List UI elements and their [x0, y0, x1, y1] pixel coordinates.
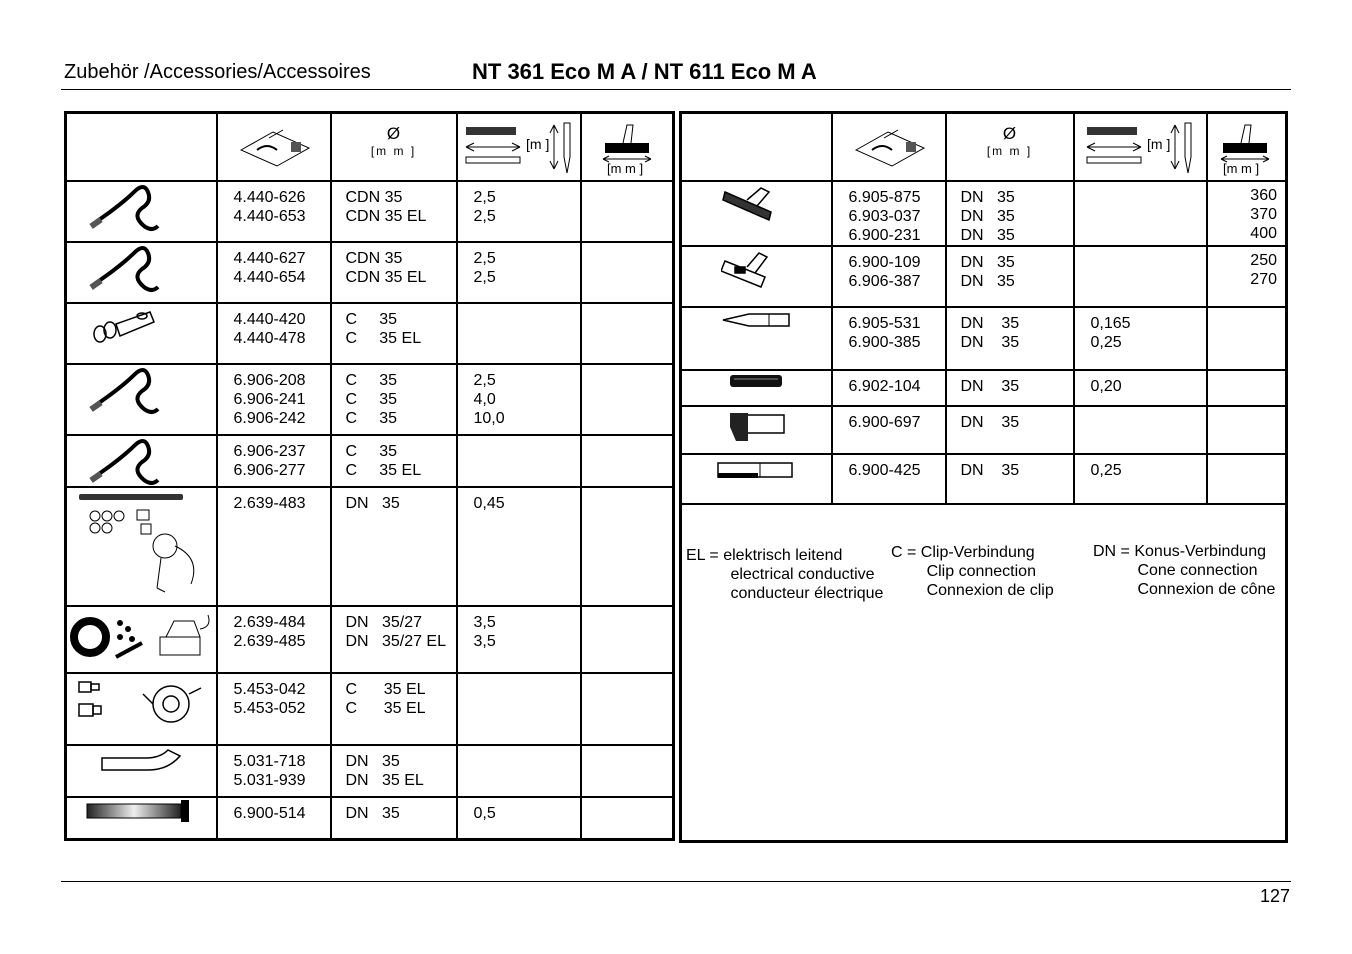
- part-number: 4.440-626 4.440-653: [233, 189, 306, 225]
- table-header-row: [66, 113, 674, 182]
- rubber-nozzle-icon: [682, 407, 831, 447]
- hose-icon: [67, 182, 216, 232]
- table-row: [66, 435, 674, 487]
- width: [582, 182, 673, 186]
- wet-nozzle-icon: [682, 247, 831, 293]
- part-number: 6.902-104: [848, 378, 921, 395]
- part-number: 6.906-237 6.906-277: [233, 443, 306, 479]
- table-row: [681, 370, 1287, 406]
- connection-diameter: DN 35: [345, 805, 400, 822]
- diameter-column-header: Ø [m m ]: [370, 124, 417, 158]
- hose-icon: [67, 243, 216, 293]
- right-accessories-table: [679, 111, 1288, 843]
- connection-diameter: C 35 EL C 35 EL: [345, 681, 426, 717]
- connection-diameter: DN 35 DN 35: [960, 254, 1015, 290]
- connection-diameter: DN 35 DN 35: [960, 315, 1020, 351]
- width: 360 370 400: [1250, 187, 1277, 242]
- table-row: [66, 487, 674, 606]
- width: [582, 304, 673, 308]
- adapter-icon: [67, 304, 216, 350]
- upholstery-nozzle-icon: [682, 455, 831, 485]
- connection-diameter: CDN 35 CDN 35 EL: [345, 250, 427, 286]
- part-number-icon: [833, 114, 945, 180]
- part-number: 6.900-514: [233, 805, 306, 822]
- table-row: [66, 606, 674, 673]
- length: [458, 674, 580, 680]
- legend-el: EL = elektrisch leitend electrical conductive conducteur électrique: [686, 547, 884, 602]
- part-number: 4.440-627 4.440-654: [233, 250, 306, 286]
- length: 0,45: [473, 495, 505, 512]
- length: 0,25: [1090, 462, 1122, 479]
- header-rule: [61, 89, 1291, 90]
- width-column-icon: [582, 114, 673, 180]
- table-row: [66, 797, 674, 839]
- part-number: 2.639-483: [233, 495, 306, 512]
- length: [458, 436, 580, 442]
- connection-diameter: C 35 C 35 C 35: [345, 372, 398, 427]
- length-column-icon: [1075, 114, 1206, 180]
- left-accessories-table: [64, 111, 675, 841]
- length: 3,5 3,5: [473, 614, 496, 650]
- hose-icon: [67, 436, 216, 486]
- length: 0,5: [473, 805, 496, 822]
- connection-diameter: DN 35: [960, 414, 1020, 431]
- part-number: 5.453-042 5.453-052: [233, 681, 306, 717]
- width: [1208, 455, 1286, 459]
- part-number-icon: [218, 114, 330, 180]
- length: 0,165 0,25: [1090, 315, 1131, 351]
- table-row: [681, 454, 1287, 504]
- part-number: 6.900-697: [848, 414, 921, 431]
- extension-tube-icon: [682, 371, 831, 391]
- connection-diameter: DN 35 DN 35 EL: [345, 753, 424, 789]
- sander-kit-icon: [67, 607, 216, 665]
- svg-text:[m ]: [m ]: [525, 136, 549, 152]
- table-row: [66, 303, 674, 364]
- length: [1075, 182, 1206, 188]
- table-row: [66, 242, 674, 303]
- length: [1075, 407, 1206, 413]
- width: [582, 746, 673, 750]
- length: 0,20: [1090, 378, 1122, 395]
- connection-diameter: C 35 C 35 EL: [345, 311, 422, 347]
- table-row: [66, 181, 674, 242]
- width: [582, 798, 673, 802]
- legend-dn: DN = Konus-Verbindung Cone connection Connexion de cône: [1093, 543, 1276, 598]
- page-number: 127: [1259, 886, 1290, 906]
- footer-rule: [61, 881, 1291, 882]
- connection-diameter: DN 35: [345, 495, 400, 512]
- connection-diameter: DN 35 DN 35 DN 35: [960, 189, 1015, 244]
- length-column-icon: [458, 114, 580, 180]
- width: [582, 436, 673, 440]
- width: [582, 607, 673, 611]
- hose-icon: [67, 365, 216, 415]
- crevice-nozzle-icon: [682, 308, 831, 330]
- length: 2,5 4,0 10,0: [473, 372, 505, 427]
- part-number: 6.900-425: [848, 462, 921, 479]
- table-row: [66, 745, 674, 797]
- svg-text:[m ]: [m ]: [1147, 136, 1171, 152]
- header-section-label: Zubehör /Accessories/Accessoires: [64, 61, 371, 83]
- suction-tube-icon: [67, 798, 216, 824]
- svg-text:[m m ]: [m m ]: [606, 161, 643, 176]
- width: [1208, 371, 1286, 375]
- width-column-icon: [1208, 114, 1286, 180]
- floor-nozzle-icon: [682, 182, 831, 228]
- table-row: [66, 673, 674, 745]
- table-row: [66, 364, 674, 435]
- diameter-column-header: Ø [m m ]: [986, 124, 1033, 158]
- length: 2,5 2,5: [473, 189, 496, 225]
- connection-diameter: CDN 35 CDN 35 EL: [345, 189, 427, 225]
- width: [582, 488, 673, 492]
- length: [458, 304, 580, 310]
- part-number: 4.440-420 4.440-478: [233, 311, 306, 347]
- bend-icon: [67, 746, 216, 776]
- part-number: 6.900-109 6.906-387: [848, 254, 921, 290]
- table-row: [681, 246, 1287, 307]
- width: [582, 365, 673, 369]
- width: [1208, 308, 1286, 312]
- table-row: [681, 181, 1287, 246]
- table-header-row: [681, 113, 1287, 182]
- part-number: 6.906-208 6.906-241 6.906-242: [233, 372, 306, 427]
- width: 250 270: [1250, 252, 1277, 288]
- part-number: 2.639-484 2.639-485: [233, 614, 306, 650]
- length: [458, 746, 580, 752]
- part-number: 6.905-875 6.903-037 6.900-231: [848, 189, 921, 244]
- page-title: NT 361 Eco M A / NT 611 Eco M A: [472, 59, 817, 84]
- power-tool-kit-icon: [67, 488, 216, 598]
- connection-diameter: DN 35/27 DN 35/27 EL: [345, 614, 446, 650]
- part-number: 5.031-718 5.031-939: [233, 753, 306, 789]
- table-row: [681, 406, 1287, 454]
- connection-diameter: DN 35: [960, 462, 1020, 479]
- width: [1208, 407, 1286, 411]
- legend-c: C = Clip-Verbindung Clip connection Connexion de clip: [891, 544, 1054, 599]
- svg-text:[m m ]: [m m ]: [1223, 161, 1260, 176]
- length: [1075, 247, 1206, 253]
- length: 2,5 2,5: [473, 250, 496, 286]
- table-row: [681, 307, 1287, 370]
- connection-diameter: DN 35: [960, 378, 1020, 395]
- connection-diameter: C 35 C 35 EL: [345, 443, 422, 479]
- width: [582, 243, 673, 247]
- circular-saw-kit-icon: [67, 674, 216, 728]
- width: [582, 674, 673, 678]
- part-number: 6.905-531 6.900-385: [848, 315, 921, 351]
